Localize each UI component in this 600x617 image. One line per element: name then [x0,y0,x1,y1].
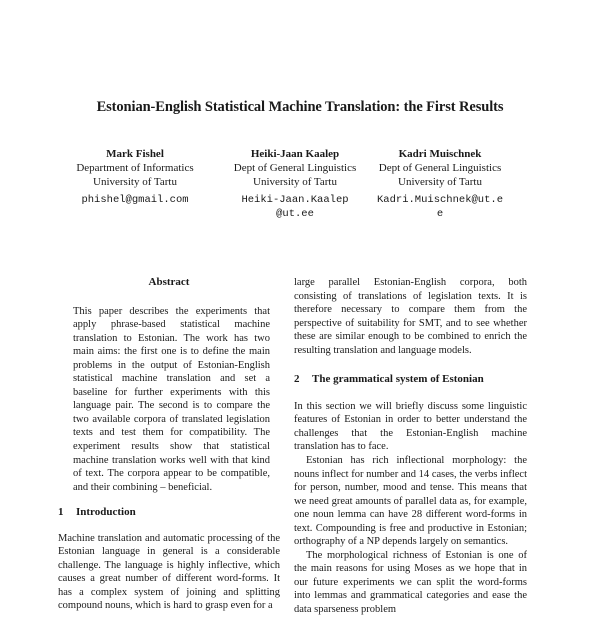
author-email: Kadri.Muischnek@ut.ee [376,194,504,220]
author-university: University of Tartu [253,176,337,188]
left-column [58,276,280,613]
section-title: Introduction [76,506,136,519]
grammar-paragraph: The morphological richness of Estonian is one of the main reasons for using Moses as we hope that in our future experiments we can split the word-forms into lemmas and grammatical categories and ease the data sparseness problem [294,549,527,616]
section-number: 1 [58,506,64,519]
author-department: Department of Informatics [76,162,194,174]
author-email: phishel@gmail.com [81,194,189,206]
section-number: 2 [294,373,300,386]
author-block [360,147,520,221]
grammar-paragraph: Estonian has rich inflectional morphology: the nouns inflect for number and 14 cases, the verbs inflect for person, number, mood and tense. This means that we need great amounts of parallel data as, for example, one noun lemma can have 28 different word-forms in text. Compounding is free and productive in Estonian; orthography of a NP depends largely on semantics. [294,455,527,548]
author-name: Heiki-Jaan Kaalep [250,148,340,160]
abstract-text: This paper describes the experiments that apply phrase-based statistical machine translation to Estonian. The work has two main aims: the first one is to define the main problems in the output of Estonian-English statistical machine translation and set a baseline for further experiments with this language pair. The second is to compare the two available corpora of translated legislation texts and test them for compatibility. The experiment results show that statistical machine translation works well with that kind of text. The corpora appear to be compatible, and their combining – beneficial. [73,305,270,493]
introduction-text: Machine translation and automatic processing of the Estonian language in general is a considerable challenge. The language is highly inflective, which causes a great number of different word-forms. It has a complex system of joining and splitting compound nouns, which is hard to grasp even for a [58,532,280,612]
section-heading-grammar [294,373,527,387]
abstract-heading: Abstract [148,276,190,288]
paper-title: Estonian-English Statistical Machine Translation: the First Results [96,99,504,115]
author-name: Mark Fishel [106,148,164,160]
intro-continuation-text: large parallel Estonian-English corpora, both consisting of translations of legislation texts. It is therefore necessary to compare them from the perspective of suitability for SMT, and to see whether these are similar enough to be combined to enrich the resulting translation and language models. [294,277,527,356]
author-email: Heiki-Jaan.Kaalep@ut.ee [241,194,349,220]
author-block [220,147,370,221]
author-name: Kadri Muischnek [398,148,482,160]
grammar-paragraph: In this section we will briefly discuss some linguistic features of Estonian in order to better understand the challenges that the Estonian-English machine translation has to face. [294,400,527,453]
author-department: Dept of General Linguistics [233,162,357,174]
section-title: The grammatical system of Estonian [312,373,484,386]
author-department: Dept of General Linguistics [378,162,502,174]
author-block [55,147,215,207]
section-heading-introduction [58,506,280,520]
author-university: University of Tartu [93,176,177,188]
right-column [294,276,527,617]
author-university: University of Tartu [398,176,482,188]
